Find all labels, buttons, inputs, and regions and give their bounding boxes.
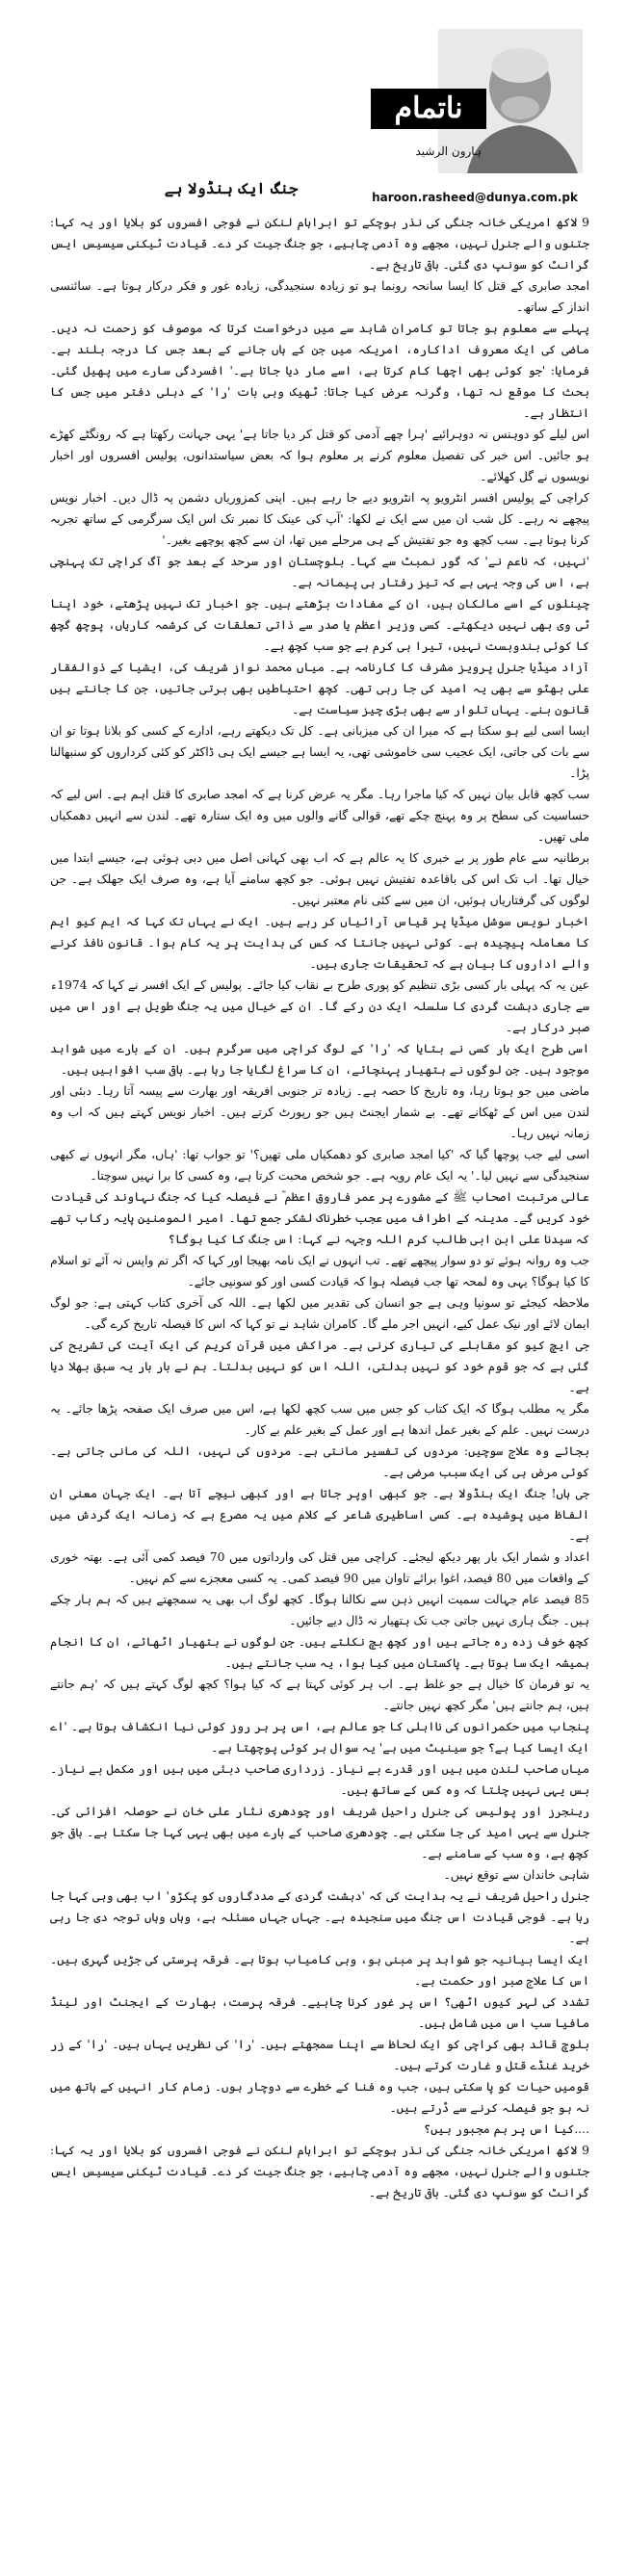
article-title: جنگ ایک ہنڈولا ہے [164, 179, 299, 197]
paragraph: برطانیہ سے عام طور پر بے خبری کا یہ عالم ہے کہ اب بھی کہانی اصل میں دبی ہوئی ہے، جیسے ابتدا میں خیال تھا۔ اب تک اس کی باقاعدہ تفتیش نہیں ہوئی۔ جو کچھ سامنے آیا ہے، وہ صرف ایک جھلک ہے۔ جن لوگوں کی گرفتاریاں ہوئیں، ان میں سے کئی نام معتبر نہیں۔ [50, 851, 589, 907]
author-name: ہارون الرشید [415, 144, 482, 158]
paragraph: پہلے سے معلوم ہو جاتا تو کامران شاہد سے میں درخواست کرتا کہ موصوف کو زحمت نہ دیں۔ ماضی کی ایک معروف اداکارہ، امریکہ میں جن کے ہاں جانے کے بعد جس کا درجہ بلند ہے۔ فرمایا: 'جو کوئی بھی اچھا کام کرتا ہے، اسے مار دیا جاتا ہے۔' افسردگی سارے میں پھیل گئی۔ بحث کا موقع نہ تھا، وگرنہ عرض کیا جاتا: ٹھیک وہی بات 'را' کے دہلی دفتر میں جس کا انتظار ہے۔ [50, 322, 589, 420]
paragraph: اسی لیے جب پوچھا گیا کہ 'کیا امجد صابری کو دھمکیاں ملی تھیں؟' تو جواب تھا: 'ہاں، مگر انہوں نے کبھی سنجیدگی سے نہیں لیا۔' یہ ایک عام رویہ ہے۔ جو شخص محبت کرتا ہے، وہ کسی کا برا نہیں سوچتا۔ [50, 1148, 589, 1183]
author-email: haroon.rasheed@dunya.com.pk [372, 191, 578, 204]
paragraph: ملاحظہ کیجئے تو سونپا وہی ہے جو انسان کی تقدیر میں لکھا ہے۔ اللہ کی آخری کتاب کہتی ہے: جو لوگ ایمان لائے اور نیک عمل کیے، انہیں اجر ملے گا۔ کامران شاہد نے تو کہا کہ اس کا فیصلہ تاریخ کرے گی۔ [50, 1296, 589, 1331]
paragraph: جنرل راحیل شریف نے یہ ہدایت کی کہ 'دہشت گردی کے مددگاروں کو پکڑو' اب بھی وہی کہا جا رہا ہے۔ فوجی قیادت اس جنگ میں سنجیدہ ہے۔ جہاں جہاں مسئلہ ہے، وہاں وہاں توجہ دی جا رہی ہے۔ [50, 1889, 589, 1945]
paragraph: بجائے وہ علاج سوچیں: مردوں کی تفسیر مانتی ہے۔ مردوں کی نہیں، اللہ کی مانی جاتی ہے۔ کوئی مرض ہی کی ایک سبب مرضی ہے۔ [50, 1444, 589, 1479]
paragraph: جی ہاں! جنگ ایک ہنڈولا ہے۔ جو کبھی اوپر جاتا ہے اور کبھی نیچے آتا ہے۔ ایک جہان معنی ان الفاظ میں پوشیدہ ہے۔ کسی اساطیری شاعر کے کلام میں یہ مصرع ہے کہ زمانہ ایک گردش میں ہے۔ [50, 1487, 589, 1543]
paragraph: تشدد کی لہر کیوں اٹھی؟ اس پر غور کرنا چاہیے۔ فرقہ پرست، بھارت کے ایجنٹ اور لینڈ مافیا سب اس میں شامل ہیں۔ [50, 1995, 589, 2030]
paragraph: اخبار نویس سوشل میڈیا پر قیاس آرائیاں کر رہے ہیں۔ ایک نے یہاں تک کہا کہ ایم کیو ایم کا معاملہ پیچیدہ ہے۔ کوئی نہیں جانتا کہ کس کی ہدایت پر یہ کام ہوا۔ قانون نافذ کرنے والے اداروں کا بیان ہے کہ تحقیقات جاری ہیں۔ [50, 915, 589, 971]
paragraph: رینجرز اور پولیس کی جنرل راحیل شریف اور چودھری نثار علی خان نے حوصلہ افزائی کی۔ جنرل سے یہی امید کی جا سکتی ہے۔ چودھری صاحب کے بارے میں بھی یہی کہا جا سکتا ہے۔ باقی جو کچھ ہے، وہ سب کے سامنے ہے۔ [50, 1805, 589, 1860]
paragraph: پنجاب میں حکمرانوں کی نااہلی کا جو عالم ہے، اس پر ہر روز کوئی نیا انکشاف ہوتا ہے۔ 'اے ایک ایسا کیا ہے؟ جو سینیٹ میں ہے' یہ سوال ہر کوئی پوچھتا ہے۔ [50, 1720, 589, 1755]
paragraph: شاہی خاندان سے توقع نہیں۔ [443, 1868, 589, 1882]
paragraph: چینلوں کے اسے مالکان ہیں، ان کے مفادات بڑھتے ہیں۔ جو اخبار تک نہیں پڑھتے، خود اپنا ٹی وی بھی نہیں دیکھتے۔ کسی وزیر اعظم یا صدر سے ذاتی تعلقات کی کرشمہ کاریاں، پوچھ گچھ کا کوئی بندوبست نہیں، تیرا ہی کرم ہے جو سب کچھ ہے۔ [50, 597, 589, 653]
paragraph: ایسا اسی لیے ہو سکتا ہے کہ میرا ان کی میزبانی ہے۔ کل تک دیکھتے رہے، ادارے کے کسی کو بلانا ہوتا تو ان سے بات کی جاتی، ایک عجیب سی خاموشی تھی، یہ ایسا ہے جیسے ایک ہی ڈاکٹر کو کئی کرداروں کو سنبھالنا پڑا۔ [50, 724, 589, 780]
paragraph: ....کیا اس پر ہم مجبور ہیں؟ [423, 2122, 589, 2136]
paragraph: مگر یہ مطلب ہوگا کہ ایک کتاب کو جس میں سب کچھ لکھا ہے، اس میں صرف ایک صفحہ پڑھا جائے۔ یہ درست نہیں۔ علم کے بغیر عمل اندھا ہے اور عمل کے بغیر علم بے کار۔ [50, 1402, 589, 1437]
paragraph: آزاد میڈیا جنرل پرویز مشرف کا کارنامہ ہے۔ میاں محمد نواز شریف کی، ایشیا کے ذوالفقار علی بھٹو سے بھی یہ امید کی جا رہی تھی۔ کچھ احتیاطیں بھی برتی جاتیں، جن کا جانتے ہیں قانون بنے۔ یہاں تلوار سے بھی بڑی چیز سیاست ہے۔ [50, 661, 589, 716]
paragraph: ایک ایسا بیانیہ جو شواہد پر مبنی ہو، وہی کامیاب ہوتا ہے۔ فرقہ پرستی کی جڑیں گہری ہیں۔ اس کا علاج صبر اور حکمت ہے۔ [50, 1953, 589, 1988]
paragraph: جب وہ روانہ ہوئے تو دو سوار پیچھے تھے۔ تب انہوں نے ایک نامہ بھیجا اور کہا کہ اگر تم واپس نہ آئے تو اسلام کا کیا ہوگا؟ یہی وہ لمحہ تھا جب فیصلہ ہوا کہ قیادت کسی اور کو سونپی جائے۔ [50, 1254, 589, 1288]
column-logo: ناتمام [371, 89, 486, 129]
paragraph: کچھ خوف زدہ رہ جاتے ہیں اور کچھ بچ نکلتے ہیں۔ جن لوگوں نے ہتھیار اٹھائے، ان کا انجام ہمیشہ ایک سا ہوتا ہے۔ پاکستان میں کیا ہوا، یہ سب جانتے ہیں۔ [50, 1635, 589, 1670]
paragraph: امجد صابری کے قتل کا ایسا سانحہ رونما ہو تو زیادہ سنجیدگی، زیادہ غور و فکر درکار ہوتا ہے۔ سائنسی انداز کے ساتھ۔ [50, 279, 589, 314]
paragraph: ماضی میں جو ہوتا رہا، وہ تاریخ کا حصہ ہے۔ زیادہ تر جنوبی افریقہ اور بھارت سے پیسہ آتا رہا۔ دبئی اور لندن میں اس کے ٹھکانے تھے۔ بے شمار ایجنٹ ہیں جو رپورٹ کرتے ہیں۔ اخبار نویس کہتے ہیں کہ اب وہ زمانہ نہیں رہا۔ [50, 1084, 589, 1140]
paragraph: اس لیلے کو دوہنس نہ دوہرائیے 'ہرا چھے آدمی کو قتل کر دیا جاتا ہے' یہی جہانت رکھتا ہے کہ رونگٹے کھڑے ہو جائیں۔ اس خبر کی تفصیل معلوم کرنے پر معلوم ہوا کہ بعض سیاستدانوں، پولیس افسروں اور اخبار نویسوں نے گل کھلائے۔ [50, 428, 589, 483]
paragraph: 9 لاکھ امریکی خانہ جنگی کی نذر ہوچکے تو ابراہام لنکن نے فوجی افسروں کو بلایا اور یہ کہا: جتنوں والے جنرل نہیں، مجھے وہ آدمی چاہیے، جو جنگ جیت کر دے۔ قیادت ٹیکنی سیسیس ایس گرانٹ کو سونپ دی گئی۔ باقی تاریخ ہے۔ [50, 216, 589, 272]
paragraph: قومیں حیات کو پا سکتی ہیں، جب وہ فنا کے خطرے سے دوچار ہوں۔ زمام کار انہیں کے ہاتھ میں نہ ہو جو فیصلہ کرنے سے ڈرتے ہیں۔ [50, 2080, 589, 2115]
paragraph: میاں صاحب لندن میں ہیں اور قدرے بے نیاز۔ زرداری صاحب دبئی میں ہیں اور مکمل بے نیاز۔ بس یہی نہیں چلتا کہ وہ کس کے ساتھ ہیں۔ [50, 1762, 589, 1797]
paragraph: کراچی کے پولیس افسر انٹرویو پہ انٹرویو دیے جا رہے ہیں۔ اپنی کمزوریاں دشمن پہ ڈال دیں۔ اخبار نویس پیچھے نہ رہے۔ کل شب ان میں سے ایک نے لکھا: 'آپ کی عینک کا نمبر تک اس ایک سرگرمی کے ساتھ تجربہ کرنا ہوتا ہے۔ سب کچھ وہ جو تفتیش کے ہی مرحلے میں تھا، ان سے کچھ پوچھے بغیر۔' [50, 491, 589, 547]
paragraph: عین یہ کہ پہلی بار کسی بڑی تنظیم کو پوری طرح بے نقاب کیا جائے۔ پولیس کے ایک افسر نے کہا کہ 1974ء سے جاری دہشت گردی کا سلسلہ ایک دن رکے گا۔ ان کے خیال میں یہ جنگ طویل ہے اور اس میں صبر درکار ہے۔ [50, 978, 589, 1034]
paragraph: اسی طرح ایک بار کسی نے بتایا کہ 'را' کے لوگ کراچی میں سرگرم ہیں۔ ان کے بارے میں شواہد موجود ہیں۔ جن لوگوں نے ہتھیار پہنچائے، ان کا سراغ لگایا جا رہا ہے۔ باقی سب افواہیں ہیں۔ [50, 1042, 589, 1077]
paragraph: یہ تو فرمان کا خیال ہے جو غلط ہے۔ اب ہر کوئی کہتا ہے کہ کیا ہوا؟ کچھ لوگ کہتے ہیں کہ 'ہم جانتے ہیں، ہم جانتے ہیں' مگر کچھ نہیں جانتے۔ [50, 1678, 589, 1712]
paragraph: بلوچ قائد بھی کراچی کو ایک لحاظ سے اپنا سمجھتے ہیں۔ 'را' کی نظریں یہاں ہیں۔ 'را' کے زر خرید غنڈے قتل و غارت کرتے ہیں۔ [50, 2038, 589, 2072]
paragraph: 9 لاکھ امریکی خانہ جنگی کی نذر ہوچکے تو ابراہام لنکن نے فوجی افسروں کو بلایا اور یہ کہا: جتنوں والے جنرل نہیں، مجھے وہ آدمی چاہیے، جو جنگ جیت کر دے۔ قیادت ٹیکنی سیسیس ایس گرانٹ کو سونپ دی گئی۔ باقی تاریخ ہے۔ [50, 2144, 589, 2199]
paragraph: اعداد و شمار ایک بار پھر دیکھ لیجئے۔ کراچی میں قتل کی وارداتوں میں 70 فیصد کمی آئی ہے۔ بھتہ خوری کے واقعات میں 80 فیصد، اغوا برائے تاوان میں 90 فیصد کمی۔ یہ کسی معجزے سے کم نہیں۔ [50, 1550, 589, 1585]
paragraph: 85 فیصد عام جہالت سمیت انہیں ذہن سے نکالنا ہوگا۔ کچھ لوگ اب بھی یہ سمجھتے ہیں کہ ہم ہار چکے ہیں۔ جنگ ہاری نہیں جاتی جب تک ہتھیار نہ ڈال دیے جائیں۔ [50, 1593, 589, 1627]
article-body [50, 212, 589, 2562]
paragraph: 'نہیں، کہ ناعم نے' کہ گور نمبٹ سے کہا۔ بلوچستان اور سرحد کے بعد جو آگ کراچی تک پہنچی ہے، اس کی وجہ یہی ہے کہ تیز رفتار ہی پیمانہ ہے۔ [50, 555, 589, 589]
column-header [0, 0, 626, 207]
paragraph: جی ایچ کیو کو مقابلے کی تیاری کرنی ہے۔ مراکش میں قرآن کریم کی ایک آیت کی تشریح کی گئی ہے کہ جو قوم خود کو نہیں بدلتی، اللہ اس کو نہیں بدلتا۔ ہم نے بار بار یہ سبق بھلا دیا ہے۔ [50, 1339, 589, 1394]
paragraph: سب کچھ قابل بیان نہیں کہ کیا ماجرا رہا۔ مگر یہ عرض کرنا ہے کہ امجد صابری کا قتل اہم ہے۔ اس لیے کہ حساسیت کی سطح پر وہ پہنچ چکے تھے، قوالی گانے والوں میں وہ ایک ستارہ تھے۔ لندن سے انہیں دھمکیاں ملی تھیں۔ [50, 788, 589, 844]
paragraph: عالی مرتبت اصحاب ﷺ کے مشورے پر عمر فاروق اعظم ؓ نے فیصلہ کیا کہ جنگ نہاوند کی قیادت خود کریں گے۔ مدینہ کے اطراف میں عجب خطرناک لشکر جمع تھا۔ امیر المومنین پایہ رکاب تھے کہ سیدنا علی ابن ابی طالب کرم اللہ وجہہ نے کہا: اس جنگ کا کیا ہوگا؟ [50, 1190, 589, 1246]
